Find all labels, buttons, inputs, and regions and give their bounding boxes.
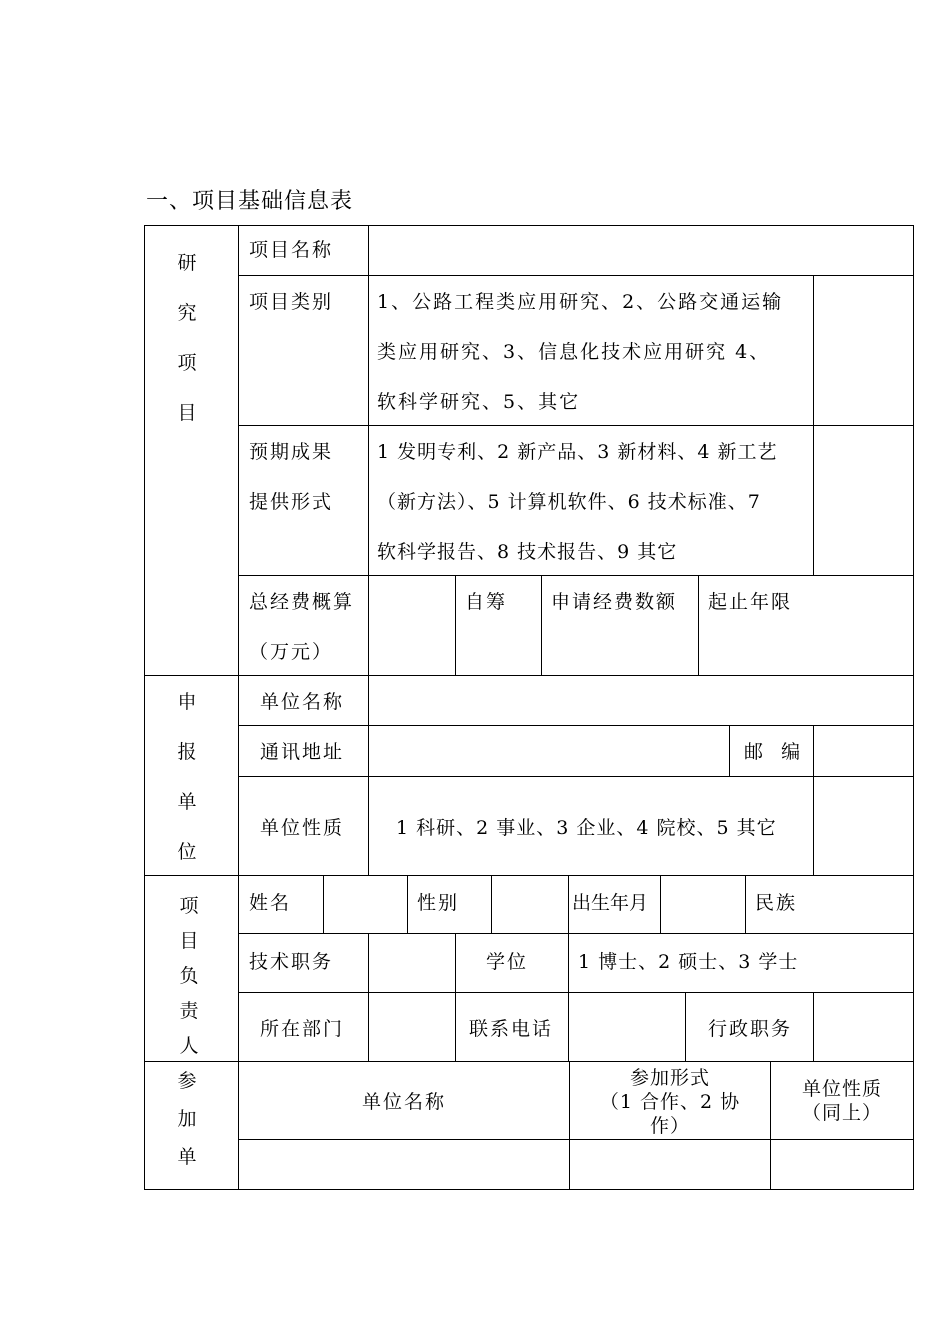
header-line: 参加形式	[629, 1067, 710, 1089]
unit-nature-options: 1 科研、2 事业、3 企业、4 院校、5 其它	[396, 817, 777, 839]
participation-form-field[interactable]	[570, 1140, 770, 1189]
gender-label: 性别	[417, 892, 460, 914]
address-label: 通讯地址	[260, 741, 345, 763]
phone-field[interactable]	[569, 993, 685, 1061]
expected-results-field[interactable]	[814, 426, 913, 575]
department-label: 所在部门	[260, 1018, 345, 1040]
project-name-field[interactable]	[369, 226, 913, 275]
project-name-label: 项目名称	[249, 239, 334, 261]
self-funded-label: 自筹	[465, 591, 508, 613]
col-divider	[455, 933, 456, 1061]
results-option-line: （新方法）、5 计算机软件、6 技术标准、7	[377, 491, 761, 513]
address-field[interactable]	[369, 726, 729, 776]
section-label-char: 目	[179, 930, 199, 952]
page-title: 一、项目基础信息表	[146, 189, 354, 214]
col-divider	[407, 875, 408, 933]
col-divider	[698, 575, 699, 675]
total-budget-field[interactable]	[369, 576, 455, 675]
results-option-line: 软科学报告、8 技术报告、9 其它	[377, 541, 678, 563]
name-field[interactable]	[324, 876, 407, 933]
header-line: 作）	[649, 1115, 690, 1137]
section-label-char: 研	[177, 252, 197, 274]
section-label-char: 加	[177, 1108, 197, 1130]
section-label-char: 目	[177, 402, 197, 424]
requested-funds-label: 申请经费数额	[551, 591, 678, 613]
section-label-char: 申	[177, 691, 197, 713]
tech-title-label: 技术职务	[249, 951, 334, 973]
label-line: （万元）	[249, 641, 334, 663]
postcode-field[interactable]	[814, 726, 913, 776]
project-info-form	[144, 225, 914, 1190]
leader-section-label	[176, 889, 202, 1064]
category-option-line: 1、公路工程类应用研究、2、公路交通运输	[377, 291, 784, 313]
category-option-line: 类应用研究、3、信息化技术应用研究 4、	[377, 341, 771, 363]
col-divider	[685, 992, 686, 1061]
header-line: 单位性质	[801, 1078, 882, 1100]
section-label-char: 位	[177, 841, 197, 863]
phone-label: 联系电话	[469, 1018, 554, 1040]
col-divider	[745, 875, 746, 933]
col-divider	[729, 725, 730, 776]
section-label-char: 负	[179, 965, 199, 987]
participation-form-header	[570, 1066, 770, 1138]
project-category-options	[377, 277, 783, 427]
applicant-unit-name-field[interactable]	[369, 676, 913, 725]
ethnicity-label: 民族	[755, 892, 798, 914]
row-divider	[238, 933, 914, 934]
participant-unit-name-field[interactable]	[239, 1140, 569, 1189]
label-line: 预期成果	[249, 441, 334, 463]
section-divider	[144, 1061, 914, 1062]
tech-title-field[interactable]	[369, 934, 455, 992]
participant-unit-nature-header	[771, 1077, 913, 1125]
col-divider	[455, 575, 456, 675]
col-divider	[541, 575, 542, 675]
research-section-label	[174, 238, 200, 438]
unit-nature-label: 单位性质	[260, 817, 345, 839]
border-bottom	[144, 1189, 914, 1190]
expected-results-label	[249, 427, 333, 527]
department-field[interactable]	[369, 993, 455, 1061]
postcode-label: 邮 编	[744, 741, 803, 763]
birth-label: 出生年月	[572, 892, 649, 914]
expected-results-options	[377, 427, 778, 577]
results-option-line: 1 发明专利、2 新产品、3 新材料、4 新工艺	[377, 441, 778, 463]
project-category-label: 项目类别	[249, 291, 334, 313]
ethnicity-field[interactable]	[814, 876, 913, 933]
section-label-char: 究	[177, 302, 197, 324]
label-line: 提供形式	[249, 491, 334, 513]
total-budget-label	[249, 577, 354, 677]
name-label: 姓名	[249, 892, 292, 914]
period-label: 起止年限	[708, 591, 793, 613]
border-left	[144, 225, 145, 1190]
birth-field[interactable]	[661, 876, 745, 933]
label-line: 总经费概算	[249, 591, 355, 613]
header-line: （1 合作、2 协	[599, 1091, 741, 1113]
border-right	[913, 225, 914, 1190]
section-label-char: 项	[177, 352, 197, 374]
unit-nature-field[interactable]	[814, 777, 913, 875]
applicant-section-label	[174, 677, 200, 877]
project-category-field[interactable]	[814, 276, 913, 425]
section-label-char: 单	[177, 791, 197, 813]
applicant-unit-name-label: 单位名称	[260, 691, 345, 713]
degree-label: 学位	[486, 951, 529, 973]
header-line: （同上）	[801, 1102, 882, 1124]
section-label-char: 项	[179, 895, 199, 917]
section-label-char: 单	[177, 1146, 197, 1168]
participant-section-label	[174, 1062, 200, 1176]
section-label-char: 参	[177, 1070, 197, 1092]
degree-options: 1 博士、2 硕士、3 学士	[578, 951, 799, 973]
participant-unit-nature-field[interactable]	[771, 1140, 913, 1189]
admin-title-field[interactable]	[814, 993, 913, 1061]
admin-title-label: 行政职务	[708, 1018, 793, 1040]
col-divider	[568, 875, 569, 933]
section-label-char: 责	[179, 1000, 199, 1022]
label-column-divider	[238, 225, 239, 1190]
section-label-char: 报	[177, 741, 197, 763]
category-option-line: 软科学研究、5、其它	[377, 391, 581, 413]
gender-field[interactable]	[492, 876, 568, 933]
participant-unit-name-header: 单位名称	[361, 1091, 446, 1113]
section-label-char: 人	[179, 1035, 199, 1057]
